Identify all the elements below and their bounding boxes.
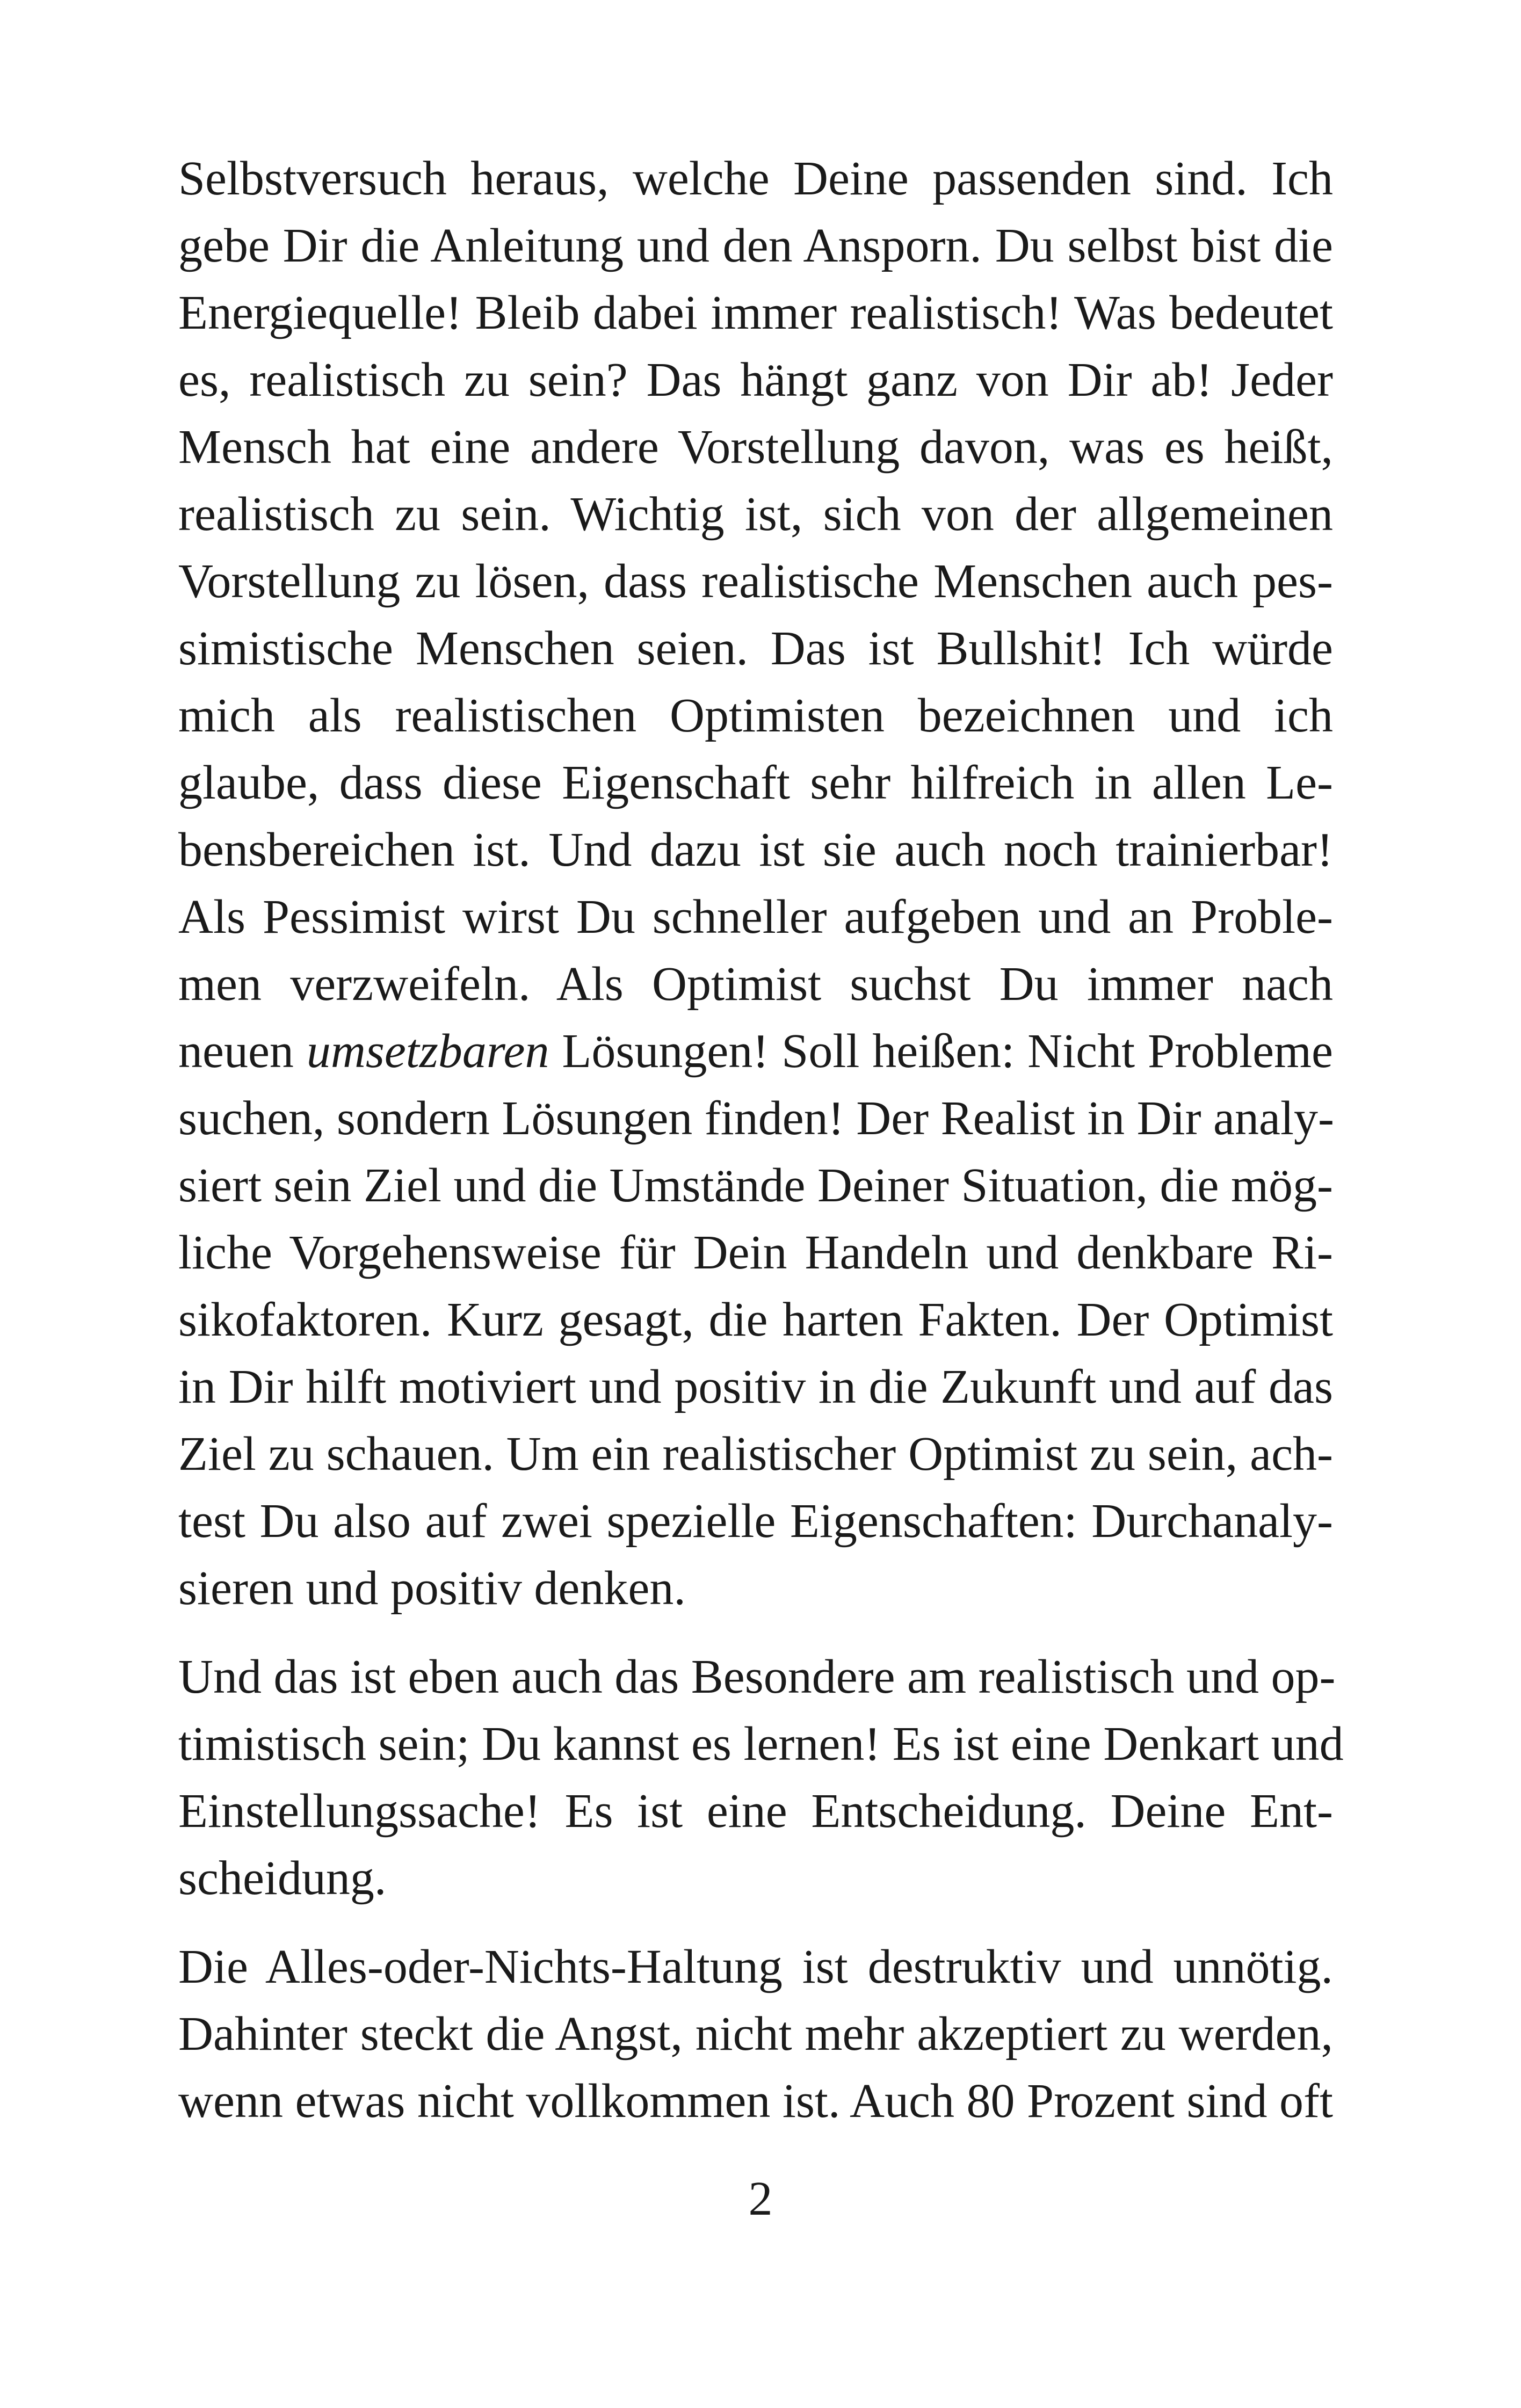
text-line: liche Vorgehensweise für Dein Handeln und denkbare Ri-: [178, 1226, 1333, 1279]
text-line: Ziel zu schauen. Um ein realistischer Optimist zu sein, ach-: [178, 1427, 1333, 1481]
text-line: timistisch sein; Du kannst es lernen! Es ist eine Denkart und: [178, 1717, 1344, 1771]
paragraph: [178, 1933, 1333, 2135]
text-line: Und das ist eben auch das Besondere am realistisch und op-: [178, 1650, 1336, 1703]
text-line: Energiequelle! Bleib dabei immer realistisch! Was bedeutet: [178, 286, 1333, 339]
text-line: scheidung.: [178, 1852, 387, 1905]
text-line: Einstellungssache! Es ist eine Entscheidung. Deine Ent-: [178, 1785, 1333, 1838]
paragraph: [178, 145, 1333, 1622]
text-line: wenn etwas nicht vollkommen ist. Auch 80 Prozent sind oft: [178, 2075, 1333, 2128]
text-line: test Du also auf zwei spezielle Eigenschaften: Durchanaly-: [178, 1495, 1333, 1548]
text-line: glaube, dass diese Eigenschaft sehr hilfreich in allen Le-: [178, 756, 1333, 809]
text-line: [178, 1018, 1333, 1085]
body-text: [178, 145, 1344, 2135]
text-line: Die Alles-oder-Nichts-Haltung ist destruktiv und unnötig.: [178, 1940, 1333, 1993]
text-line: men verzweifeln. Als Optimist suchst Du immer nach: [178, 958, 1333, 1011]
text-line: bensbereichen ist. Und dazu ist sie auch noch trainierbar!: [178, 823, 1333, 876]
text-line: sikofaktoren. Kurz gesagt, die harten Fakten. Der Optimist: [178, 1293, 1333, 1346]
text-line: Mensch hat eine andere Vorstellung davon, was es heißt,: [178, 420, 1333, 474]
text-line: mich als realistischen Optimisten bezeichnen und ich: [178, 689, 1333, 742]
text-segment: neuen: [178, 1025, 307, 1078]
text-line: in Dir hilft motiviert und positiv in die Zukunft und auf das: [178, 1360, 1333, 1413]
text-line: suchen, sondern Lösungen finden! Der Realist in Dir analy-: [178, 1092, 1334, 1145]
text-line: sieren und positiv denken.: [178, 1562, 686, 1615]
paragraph-gap: [178, 1622, 1333, 1643]
text-line: Als Pessimist wirst Du schneller aufgeben und an Proble-: [178, 890, 1333, 944]
paragraph: [178, 1643, 1344, 1912]
page-number: 2: [748, 2172, 773, 2225]
text-line: Vorstellung zu lösen, dass realistische Menschen auch pes-: [178, 555, 1333, 608]
text-line: siert sein Ziel und die Umstände Deiner Situation, die mög-: [178, 1159, 1333, 1212]
text-line: simistische Menschen seien. Das ist Bullshit! Ich würde: [178, 622, 1333, 675]
text-line: Dahinter steckt die Angst, nicht mehr akzeptiert zu werden,: [178, 2007, 1333, 2061]
paragraph-gap: [178, 1912, 1333, 1933]
text-line: gebe Dir die Anleitung und den Ansporn. Du selbst bist die: [178, 219, 1333, 272]
text-line: es, realistisch zu sein? Das hängt ganz von Dir ab! Jeder: [178, 353, 1333, 407]
text-line: realistisch zu sein. Wichtig ist, sich von der allgemeinen: [178, 488, 1333, 541]
text-segment: Lösungen! Soll heißen: Nicht Probleme: [549, 1025, 1333, 1078]
emphasized-word: umsetzbaren: [306, 1025, 549, 1078]
text-line: Selbstversuch heraus, welche Deine passenden sind. Ich: [178, 152, 1333, 205]
